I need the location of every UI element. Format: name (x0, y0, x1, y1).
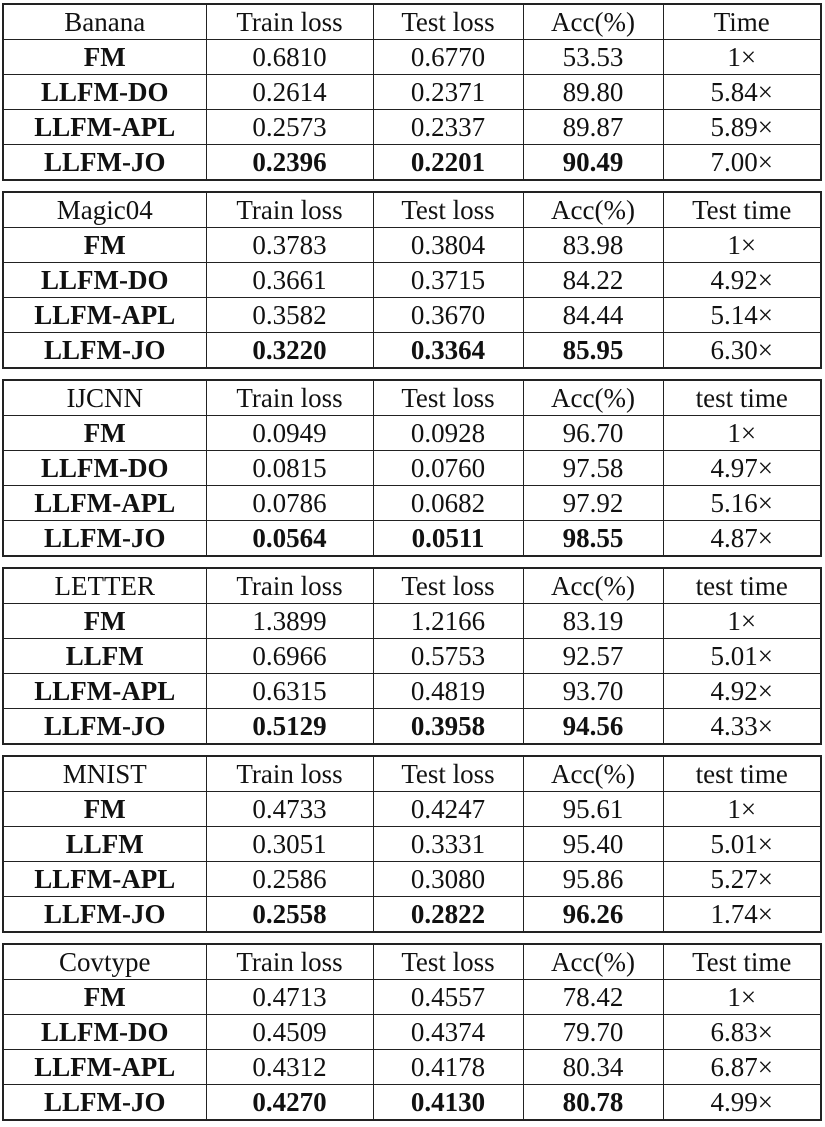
train-loss-value: 0.4509 (206, 1015, 373, 1050)
test-loss-value: 0.2371 (373, 75, 523, 110)
time-value: 5.89× (663, 110, 821, 145)
acc-value-best: 90.49 (523, 145, 663, 181)
table-row (3, 451, 821, 486)
time-value: 5.01× (663, 639, 821, 674)
method-name: LLFM-APL (3, 110, 206, 145)
header-acc: Acc(%) (523, 944, 663, 980)
time-value: 5.16× (663, 486, 821, 521)
acc-value-best: 96.26 (523, 897, 663, 933)
table-row-best (3, 897, 821, 933)
acc-value: 97.92 (523, 486, 663, 521)
acc-value: 95.86 (523, 862, 663, 897)
table-row (3, 75, 821, 110)
table-row-best (3, 709, 821, 745)
test-loss-value: 0.4178 (373, 1050, 523, 1085)
header-time: Time (663, 4, 821, 40)
method-name: LLFM-JO (3, 333, 206, 369)
method-name: LLFM-DO (3, 1015, 206, 1050)
train-loss-value: 0.2573 (206, 110, 373, 145)
test-loss-value: 0.3804 (373, 228, 523, 263)
table-row (3, 40, 821, 75)
time-value: 4.92× (663, 263, 821, 298)
time-value: 1× (663, 228, 821, 263)
acc-value: 83.98 (523, 228, 663, 263)
header-time: Test time (663, 192, 821, 228)
test-loss-value-best: 0.3958 (373, 709, 523, 745)
acc-value: 53.53 (523, 40, 663, 75)
table-row-best (3, 521, 821, 557)
acc-value: 95.61 (523, 792, 663, 827)
method-name: FM (3, 604, 206, 639)
train-loss-value: 1.3899 (206, 604, 373, 639)
time-value: 7.00× (663, 145, 821, 181)
table-row (3, 228, 821, 263)
table-row (3, 862, 821, 897)
header-row (3, 756, 821, 792)
header-time: test time (663, 756, 821, 792)
method-name: LLFM-APL (3, 486, 206, 521)
test-loss-value-best: 0.3364 (373, 333, 523, 369)
train-loss-value: 0.4713 (206, 980, 373, 1015)
method-name: LLFM-DO (3, 75, 206, 110)
table-row (3, 639, 821, 674)
time-value: 4.97× (663, 451, 821, 486)
train-loss-value: 0.6315 (206, 674, 373, 709)
table-row (3, 263, 821, 298)
time-value: 5.14× (663, 298, 821, 333)
acc-value: 83.19 (523, 604, 663, 639)
header-acc: Acc(%) (523, 4, 663, 40)
method-name: LLFM-JO (3, 1085, 206, 1121)
header-row (3, 944, 821, 980)
header-test-loss: Test loss (373, 4, 523, 40)
test-loss-value-best: 0.0511 (373, 521, 523, 557)
header-acc: Acc(%) (523, 568, 663, 604)
results-table-mnist (2, 755, 822, 933)
header-test-loss: Test loss (373, 380, 523, 416)
test-loss-value: 1.2166 (373, 604, 523, 639)
header-row (3, 568, 821, 604)
acc-value: 80.34 (523, 1050, 663, 1085)
table-row (3, 674, 821, 709)
results-table-banana (2, 3, 822, 181)
header-time: test time (663, 568, 821, 604)
table-row (3, 1050, 821, 1085)
dataset-name: Magic04 (3, 192, 206, 228)
table-row (3, 604, 821, 639)
results-table-letter (2, 567, 822, 745)
train-loss-value-best: 0.4270 (206, 1085, 373, 1121)
acc-value: 79.70 (523, 1015, 663, 1050)
time-value: 1× (663, 980, 821, 1015)
dataset-name: IJCNN (3, 380, 206, 416)
train-loss-value-best: 0.2558 (206, 897, 373, 933)
method-name: LLFM (3, 639, 206, 674)
train-loss-value-best: 0.2396 (206, 145, 373, 181)
method-name: LLFM-JO (3, 709, 206, 745)
dataset-name: Banana (3, 4, 206, 40)
test-loss-value: 0.0682 (373, 486, 523, 521)
header-row (3, 380, 821, 416)
header-train-loss: Train loss (206, 756, 373, 792)
method-name: LLFM-DO (3, 451, 206, 486)
header-acc: Acc(%) (523, 380, 663, 416)
time-value: 1× (663, 792, 821, 827)
test-loss-value-best: 0.4130 (373, 1085, 523, 1121)
time-value: 6.83× (663, 1015, 821, 1050)
train-loss-value: 0.3582 (206, 298, 373, 333)
acc-value: 84.22 (523, 263, 663, 298)
acc-value: 89.87 (523, 110, 663, 145)
train-loss-value-best: 0.3220 (206, 333, 373, 369)
dataset-name: MNIST (3, 756, 206, 792)
test-loss-value: 0.4247 (373, 792, 523, 827)
header-train-loss: Train loss (206, 568, 373, 604)
time-value: 5.27× (663, 862, 821, 897)
time-value: 1.74× (663, 897, 821, 933)
acc-value: 96.70 (523, 416, 663, 451)
time-value: 1× (663, 416, 821, 451)
time-value: 5.01× (663, 827, 821, 862)
train-loss-value: 0.3661 (206, 263, 373, 298)
test-loss-value: 0.0928 (373, 416, 523, 451)
header-acc: Acc(%) (523, 756, 663, 792)
time-value: 4.92× (663, 674, 821, 709)
time-value: 6.30× (663, 333, 821, 369)
header-test-loss: Test loss (373, 192, 523, 228)
table-row (3, 298, 821, 333)
acc-value: 95.40 (523, 827, 663, 862)
acc-value-best: 98.55 (523, 521, 663, 557)
method-name: LLFM-APL (3, 1050, 206, 1085)
train-loss-value-best: 0.5129 (206, 709, 373, 745)
dataset-name: LETTER (3, 568, 206, 604)
test-loss-value-best: 0.2822 (373, 897, 523, 933)
test-loss-value: 0.0760 (373, 451, 523, 486)
table-row-best (3, 145, 821, 181)
header-train-loss: Train loss (206, 192, 373, 228)
train-loss-value: 0.3783 (206, 228, 373, 263)
test-loss-value: 0.4819 (373, 674, 523, 709)
train-loss-value: 0.2614 (206, 75, 373, 110)
header-time: Test time (663, 944, 821, 980)
test-loss-value: 0.3715 (373, 263, 523, 298)
dataset-name: Covtype (3, 944, 206, 980)
method-name: LLFM-DO (3, 263, 206, 298)
test-loss-value: 0.3331 (373, 827, 523, 862)
time-value: 1× (663, 604, 821, 639)
header-time: test time (663, 380, 821, 416)
method-name: LLFM-APL (3, 298, 206, 333)
test-loss-value: 0.6770 (373, 40, 523, 75)
results-table-ijcnn (2, 379, 822, 557)
method-name: LLFM-APL (3, 674, 206, 709)
method-name: LLFM-JO (3, 521, 206, 557)
time-value: 5.84× (663, 75, 821, 110)
train-loss-value: 0.0786 (206, 486, 373, 521)
acc-value-best: 94.56 (523, 709, 663, 745)
header-row (3, 192, 821, 228)
table-row (3, 416, 821, 451)
table-row-best (3, 333, 821, 369)
train-loss-value: 0.4733 (206, 792, 373, 827)
test-loss-value: 0.4557 (373, 980, 523, 1015)
train-loss-value: 0.3051 (206, 827, 373, 862)
acc-value: 78.42 (523, 980, 663, 1015)
time-value: 4.33× (663, 709, 821, 745)
acc-value-best: 85.95 (523, 333, 663, 369)
results-table-magic04 (2, 191, 822, 369)
test-loss-value: 0.5753 (373, 639, 523, 674)
train-loss-value: 0.4312 (206, 1050, 373, 1085)
train-loss-value: 0.6966 (206, 639, 373, 674)
acc-value-best: 80.78 (523, 1085, 663, 1121)
table-row (3, 110, 821, 145)
time-value: 6.87× (663, 1050, 821, 1085)
method-name: LLFM (3, 827, 206, 862)
method-name: LLFM-APL (3, 862, 206, 897)
time-value: 1× (663, 40, 821, 75)
table-row (3, 827, 821, 862)
test-loss-value: 0.3670 (373, 298, 523, 333)
table-row (3, 1015, 821, 1050)
train-loss-value: 0.6810 (206, 40, 373, 75)
test-loss-value: 0.2337 (373, 110, 523, 145)
header-test-loss: Test loss (373, 756, 523, 792)
acc-value: 89.80 (523, 75, 663, 110)
table-row (3, 792, 821, 827)
method-name: FM (3, 980, 206, 1015)
header-train-loss: Train loss (206, 4, 373, 40)
acc-value: 93.70 (523, 674, 663, 709)
acc-value: 97.58 (523, 451, 663, 486)
train-loss-value: 0.0815 (206, 451, 373, 486)
method-name: FM (3, 792, 206, 827)
method-name: LLFM-JO (3, 145, 206, 181)
header-row (3, 4, 821, 40)
train-loss-value-best: 0.0564 (206, 521, 373, 557)
header-train-loss: Train loss (206, 380, 373, 416)
header-test-loss: Test loss (373, 944, 523, 980)
header-test-loss: Test loss (373, 568, 523, 604)
table-row (3, 980, 821, 1015)
train-loss-value: 0.0949 (206, 416, 373, 451)
method-name: LLFM-JO (3, 897, 206, 933)
method-name: FM (3, 228, 206, 263)
test-loss-value: 0.3080 (373, 862, 523, 897)
method-name: FM (3, 40, 206, 75)
table-row (3, 486, 821, 521)
header-acc: Acc(%) (523, 192, 663, 228)
acc-value: 84.44 (523, 298, 663, 333)
time-value: 4.87× (663, 521, 821, 557)
acc-value: 92.57 (523, 639, 663, 674)
time-value: 4.99× (663, 1085, 821, 1121)
results-table-covtype (2, 943, 822, 1121)
train-loss-value: 0.2586 (206, 862, 373, 897)
test-loss-value-best: 0.2201 (373, 145, 523, 181)
table-row-best (3, 1085, 821, 1121)
test-loss-value: 0.4374 (373, 1015, 523, 1050)
header-train-loss: Train loss (206, 944, 373, 980)
method-name: FM (3, 416, 206, 451)
